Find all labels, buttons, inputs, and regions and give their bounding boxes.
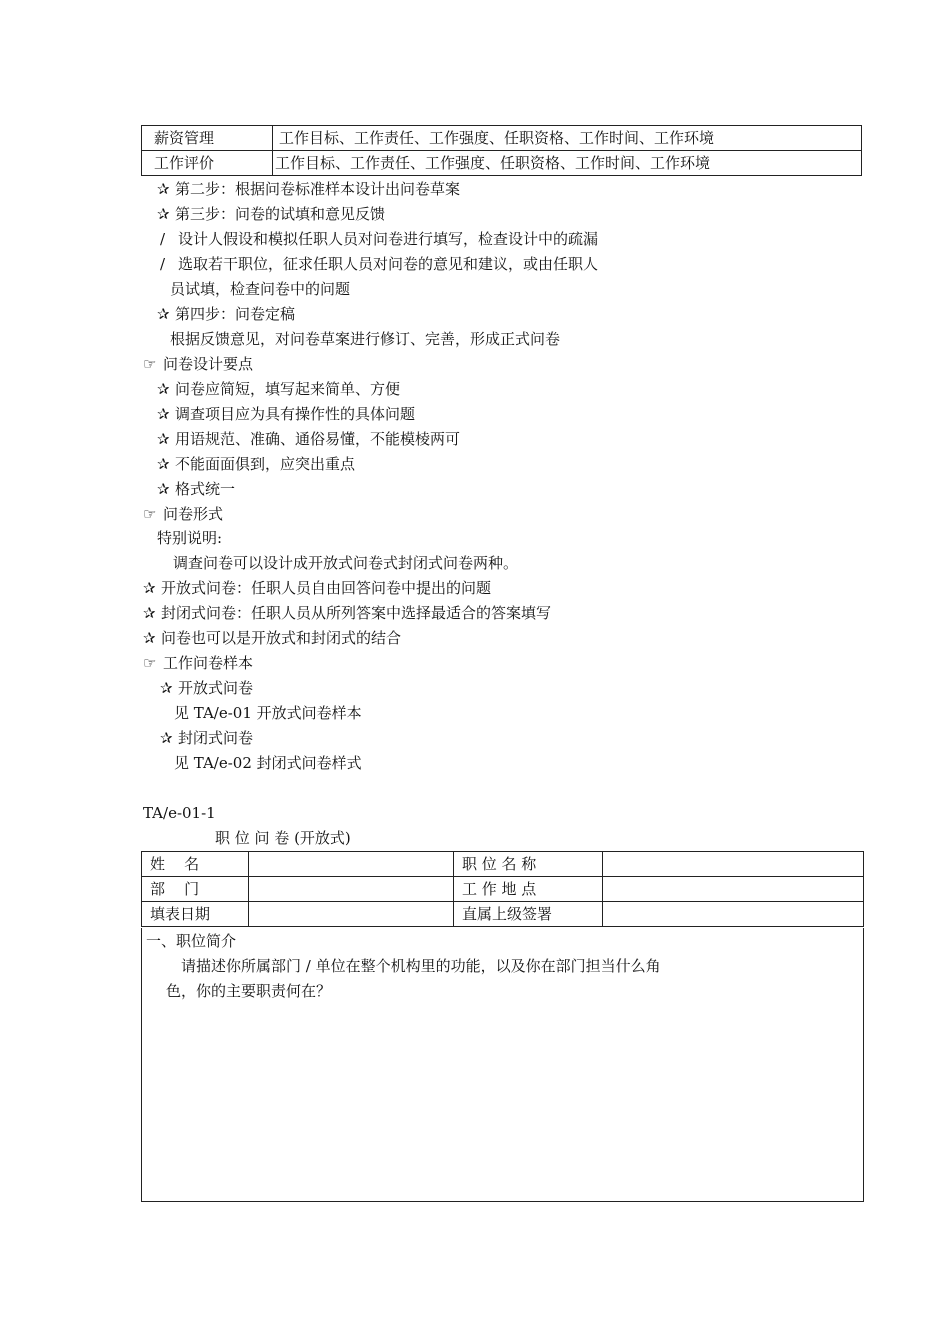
star-icon: ✰: [143, 579, 156, 597]
line-step3: [157, 204, 385, 224]
table-row: [142, 852, 864, 877]
line-paragraph: [170, 329, 560, 349]
line-text: 特别说明:: [157, 529, 223, 547]
line-sample: [160, 728, 253, 748]
star-icon: ✰: [157, 405, 170, 423]
line-text: 问卷形式: [163, 505, 224, 523]
table-cell-label: 工作评价: [142, 151, 273, 176]
line-text: 问卷应简短，填写起来简单、方便: [175, 380, 401, 398]
question-text: 色，你的主要职责何在？: [166, 982, 332, 1000]
table-cell-value: 工作目标、工作责任、工作强度、任职资格、工作时间、工作环境: [273, 151, 862, 176]
line-text: 封闭式问卷: [178, 729, 254, 747]
line-sample-ref: [174, 753, 362, 773]
line-text: 问卷也可以是开放式和封闭式的结合: [161, 629, 402, 647]
form-label: 直属上级签署: [454, 902, 603, 927]
form-label: 姓 名: [142, 852, 249, 877]
line-form-type: [143, 628, 401, 648]
line-text: 开放式问卷: [178, 679, 254, 697]
star-icon: ✰: [160, 679, 173, 697]
line-form-type: [143, 603, 551, 623]
table-cell-value: 工作目标、工作责任、工作强度、任职资格、工作时间、工作环境: [273, 126, 862, 151]
form-field[interactable]: [249, 852, 454, 877]
form-label: 工 作 地 点: [454, 877, 603, 902]
table-row: [142, 877, 864, 902]
line-text: 第三步：问卷的试填和意见反馈: [175, 205, 386, 223]
form-label: 填表日期: [142, 902, 249, 927]
line-note-label: [157, 528, 222, 548]
line-point: [157, 379, 400, 399]
form-title: 职 位 问 卷 (开放式): [215, 829, 351, 847]
line-continuation: [170, 279, 350, 299]
line-text: 见 TA/e-01 开放式问卷样本: [174, 704, 362, 722]
line-text: 用语规范、准确、通俗易懂，不能模棱两可: [175, 430, 461, 448]
form-label: 部 门: [142, 877, 249, 902]
star-icon: ✰: [157, 205, 170, 223]
line-point: [157, 429, 460, 449]
pointing-hand-icon: ☞: [143, 654, 157, 672]
line-bullet: [160, 254, 598, 274]
star-icon: ✰: [157, 430, 170, 448]
line-point: [157, 404, 415, 424]
form-field[interactable]: [249, 877, 454, 902]
table-row: [142, 151, 862, 176]
line-point: [157, 454, 355, 474]
line-text: 封闭式问卷：任职人员从所列答案中选择最适合的答案填写: [161, 604, 552, 622]
form-table: [141, 851, 864, 927]
heading-sample: [143, 653, 253, 673]
heading-questionnaire-form: [143, 504, 223, 524]
star-icon: ✰: [157, 180, 170, 198]
table-cell-label: 薪资管理: [142, 126, 273, 151]
table-row: [142, 902, 864, 927]
line-text: 开放式问卷：任职人员自由回答问卷中提出的问题: [161, 579, 492, 597]
line-text: 问卷设计要点: [163, 355, 254, 373]
question-text: 请描述你所属部门 / 单位在整个机构里的功能，以及你在部门担当什么角: [181, 957, 661, 975]
star-icon: ✰: [160, 729, 173, 747]
form-field[interactable]: [603, 902, 864, 927]
star-icon: ✰: [157, 305, 170, 323]
star-icon: ✰: [157, 455, 170, 473]
heading-design-points: [143, 354, 253, 374]
star-icon: ✰: [157, 380, 170, 398]
line-text: 工作问卷样本: [163, 654, 254, 672]
star-icon: ✰: [157, 480, 170, 498]
line-text: 第二步：根据问卷标准样本设计出问卷草案: [175, 180, 461, 198]
star-icon: ✰: [143, 604, 156, 622]
form-label: 职 位 名 称: [454, 852, 603, 877]
line-step2: [157, 179, 460, 199]
line-text: 调查问卷可以设计成开放式问卷式封闭式问卷两种。: [173, 554, 519, 572]
pointing-hand-icon: ☞: [143, 505, 157, 523]
line-sample-ref: [174, 703, 362, 723]
line-text: 员试填，检查问卷中的问题: [170, 280, 351, 298]
line-text: 根据反馈意见，对问卷草案进行修订、完善，形成正式问卷: [170, 330, 561, 348]
line-text: 第四步：问卷定稿: [175, 305, 296, 323]
star-icon: ✰: [143, 629, 156, 647]
line-step4: [157, 304, 295, 324]
line-text: 设计人假设和模拟任职人员对问卷进行填写，检查设计中的疏漏: [178, 230, 599, 248]
form-field[interactable]: [249, 902, 454, 927]
line-text: 格式统一: [175, 480, 236, 498]
position-intro-box[interactable]: [141, 928, 864, 1202]
form-field[interactable]: [603, 852, 864, 877]
form-field[interactable]: [603, 877, 864, 902]
table-row: [142, 126, 862, 151]
line-text: 见 TA/e-02 封闭式问卷样式: [174, 754, 362, 772]
line-text: 不能面面俱到，应突出重点: [175, 455, 356, 473]
line-sample: [160, 678, 253, 698]
section-title: 一、职位简介: [146, 932, 237, 950]
line-form-type: [143, 578, 491, 598]
slash-bullet: /: [160, 255, 166, 273]
line-point: [157, 479, 235, 499]
pointing-hand-icon: ☞: [143, 355, 157, 373]
line-bullet: [160, 229, 598, 249]
line-note-text: [173, 553, 518, 573]
slash-bullet: /: [160, 230, 166, 248]
line-text: 选取若干职位，征求任职人员对问卷的意见和建议，或由任职人: [178, 255, 599, 273]
top-table: [141, 125, 862, 176]
line-text: 调查项目应为具有操作性的具体问题: [175, 405, 416, 423]
form-code: TA/e-01-1: [143, 804, 216, 822]
